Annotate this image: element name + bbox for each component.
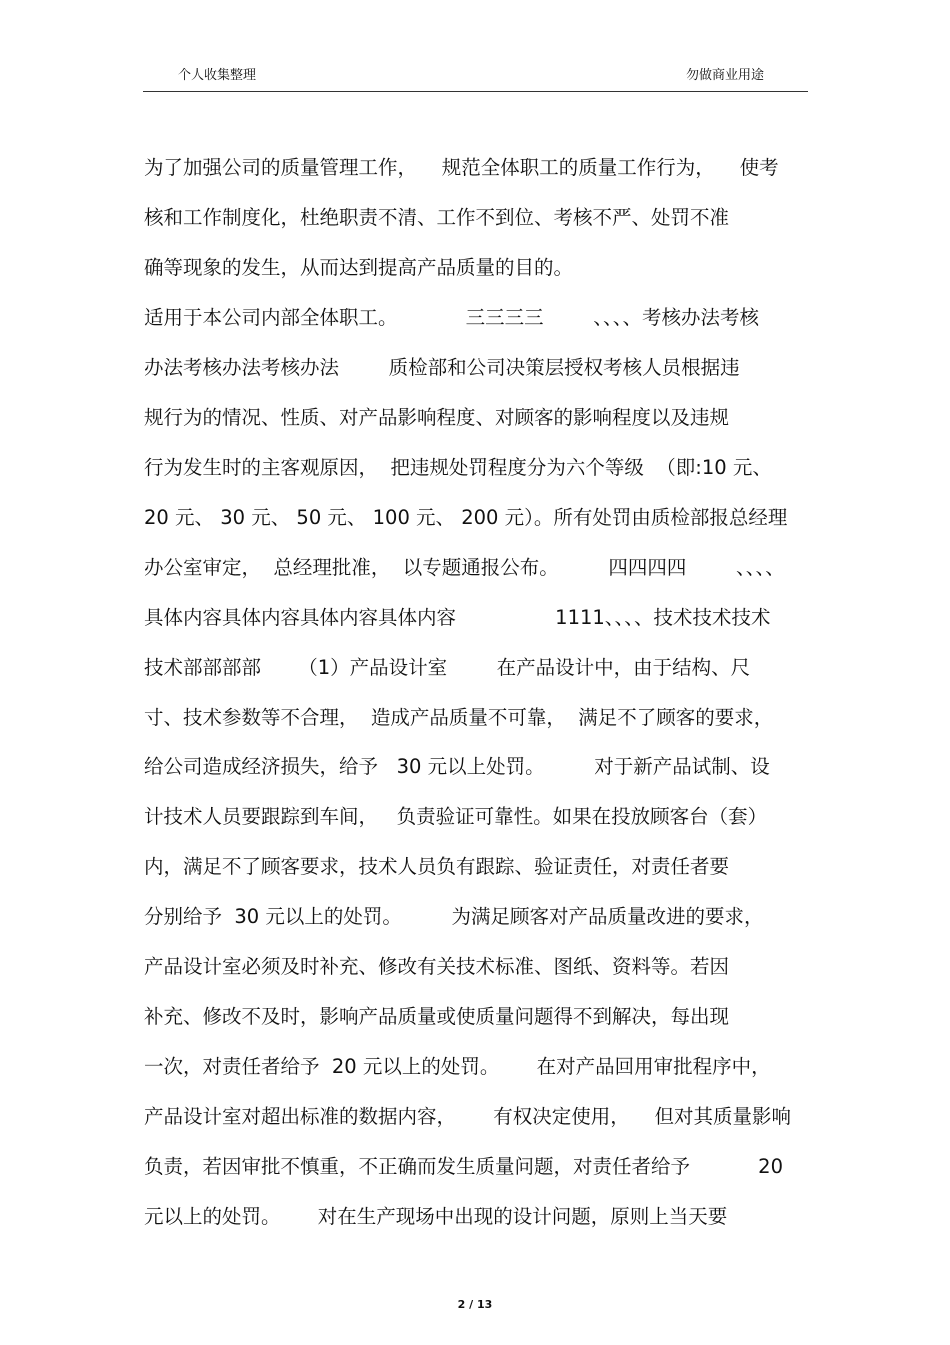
- body-line: 为了加强公司的质量管理工作， 规范全体职工的质量工作行为， 使考: [144, 156, 779, 179]
- body-line: 办公室审定， 总经理批准， 以专题通报公布。 四四四四 、、、、: [144, 556, 785, 579]
- body-line: 补充、修改不及时，影响产品质量或使质量问题得不到解决，每出现: [144, 1005, 730, 1028]
- body-line: 元以上的处罚。 对在生产现场中出现的设计问题，原则上当天要: [144, 1205, 728, 1228]
- body-line: 办法考核办法考核办法 质检部和公司决策层授权考核人员根据违: [144, 356, 740, 379]
- body-line: 内，满足不了顾客要求，技术人员负有跟踪、验证责任，对责任者要: [144, 855, 730, 878]
- body-line: 行为发生时的主客观原因， 把违规处罚程度分为六个等级 （即:10 元、: [144, 456, 772, 479]
- body-line: 技术部部部部 （1）产品设计室 在产品设计中，由于结构、尺: [144, 656, 751, 679]
- header-divider: [143, 91, 808, 92]
- header-right-text: 勿做商业用途: [685, 68, 764, 83]
- body-line: 具体内容具体内容具体内容具体内容 1111、、、、技术技术技术: [144, 606, 771, 629]
- body-line: 核和工作制度化，杜绝职责不清、工作不到位、考核不严、处罚不准: [144, 206, 730, 229]
- body-line: 产品设计室对超出标准的数据内容， 有权决定使用， 但对其质量影响: [144, 1105, 791, 1128]
- body-line: 负责，若因审批不慎重，不正确而发生质量问题，对责任者给予 20: [144, 1155, 783, 1178]
- body-line: 20 元、 30 元、 50 元、 100 元、 200 元）。所有处罚由质检部报总经理: [144, 506, 788, 529]
- header-left-text: 个人收集整理: [178, 68, 257, 83]
- body-line: 分别给予 30 元以上的处罚。 为满足顾客对产品质量改进的要求，: [144, 905, 764, 928]
- body-line: 确等现象的发生，从而达到提高产品质量的目的。: [144, 256, 574, 279]
- body-line: 适用于本公司内部全体职工。 三三三三 、、、、考核办法考核: [144, 306, 760, 329]
- body-line: 给公司造成经济损失，给予 30 元以上处罚。 对于新产品试制、设: [144, 755, 770, 778]
- body-line: 一次，对责任者给予 20 元以上的处罚。 在对产品回用审批程序中，: [144, 1055, 771, 1078]
- body-line: 产品设计室必须及时补充、修改有关技术标准、图纸、资料等。若因: [144, 955, 730, 978]
- page-number: 2 / 13: [457, 1298, 493, 1311]
- body-line: 寸、技术参数等不合理， 造成产品质量不可靠， 满足不了顾客的要求，: [144, 706, 774, 729]
- body-line: 计技术人员要跟踪到车间， 负责验证可靠性。如果在投放顾客台（套）: [144, 805, 768, 828]
- body-line: 规行为的情况、性质、对产品影响程度、对顾客的影响程度以及违规: [144, 406, 730, 429]
